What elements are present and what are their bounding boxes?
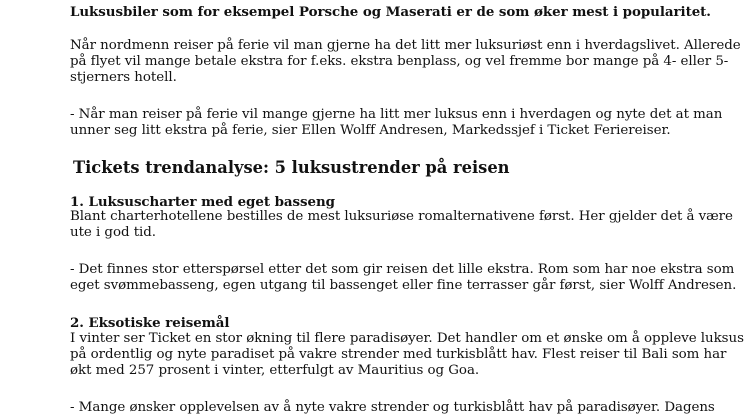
- trend-quote-line: eget svømmebasseng, egen utgang til bassenget eller fine terrasser går først, sier Wolff Andresen.: [70, 278, 737, 293]
- trend-quote-line: - Det finnes stor etterspørsel etter det som gir reisen det lille ekstra. Rom som har noe ekstra som: [70, 262, 735, 277]
- trend-body-line: ute i god tid.: [70, 225, 156, 240]
- lead-paragraph: Luksusbiler som for eksempel Porsche og Maserati er de som øker mest i popularitet.: [70, 4, 711, 20]
- quote-line: unner seg litt ekstra på ferie, sier Ellen Wolff Andresen, Markedssjef i Ticket Feriereiser.: [70, 123, 671, 138]
- trend-heading: 2. Eksotiske reisemål: [70, 315, 230, 331]
- quote-line: - Når man reiser på ferie vil mange gjerne ha litt mer luksus enn i hverdagen og nyte det at man: [70, 107, 723, 122]
- trend-body-line: økt med 257 prosent i vinter, etterfulgt av Mauritius og Goa.: [70, 363, 480, 378]
- trend-body-line: Blant charterhotellene bestilles de mest luksuriøse romalternativene først. Her gjelder det å være: [70, 209, 733, 224]
- trend-body-line: på ordentlig og nyte paradiset på vakre strender med turkisblått hav. Flest reiser til Bali som har: [70, 347, 727, 362]
- paragraph-line: på flyet vil mange betale ekstra for f.eks. ekstra benplass, og vel fremme bor mange på 4- eller 5-: [70, 54, 729, 69]
- trend-quote-line: - Mange ønsker opplevelsen av å nyte vakre strender og turkisblått hav på paradisøyer. Dagens: [70, 400, 715, 415]
- trend-body-line: I vinter ser Ticket en stor økning til flere paradisøyer. Det handler om et ønske om å oppleve luksus: [70, 331, 744, 346]
- paragraph-line: stjerners hotell.: [70, 70, 177, 85]
- trend-heading: 1. Luksuscharter med eget basseng: [70, 194, 335, 210]
- paragraph-line: Når nordmenn reiser på ferie vil man gjerne ha det litt mer luksuriøst enn i hverdagslivet. Allerede: [70, 38, 741, 53]
- section-title: Tickets trendanalyse: 5 luksustrender på reisen: [73, 158, 510, 177]
